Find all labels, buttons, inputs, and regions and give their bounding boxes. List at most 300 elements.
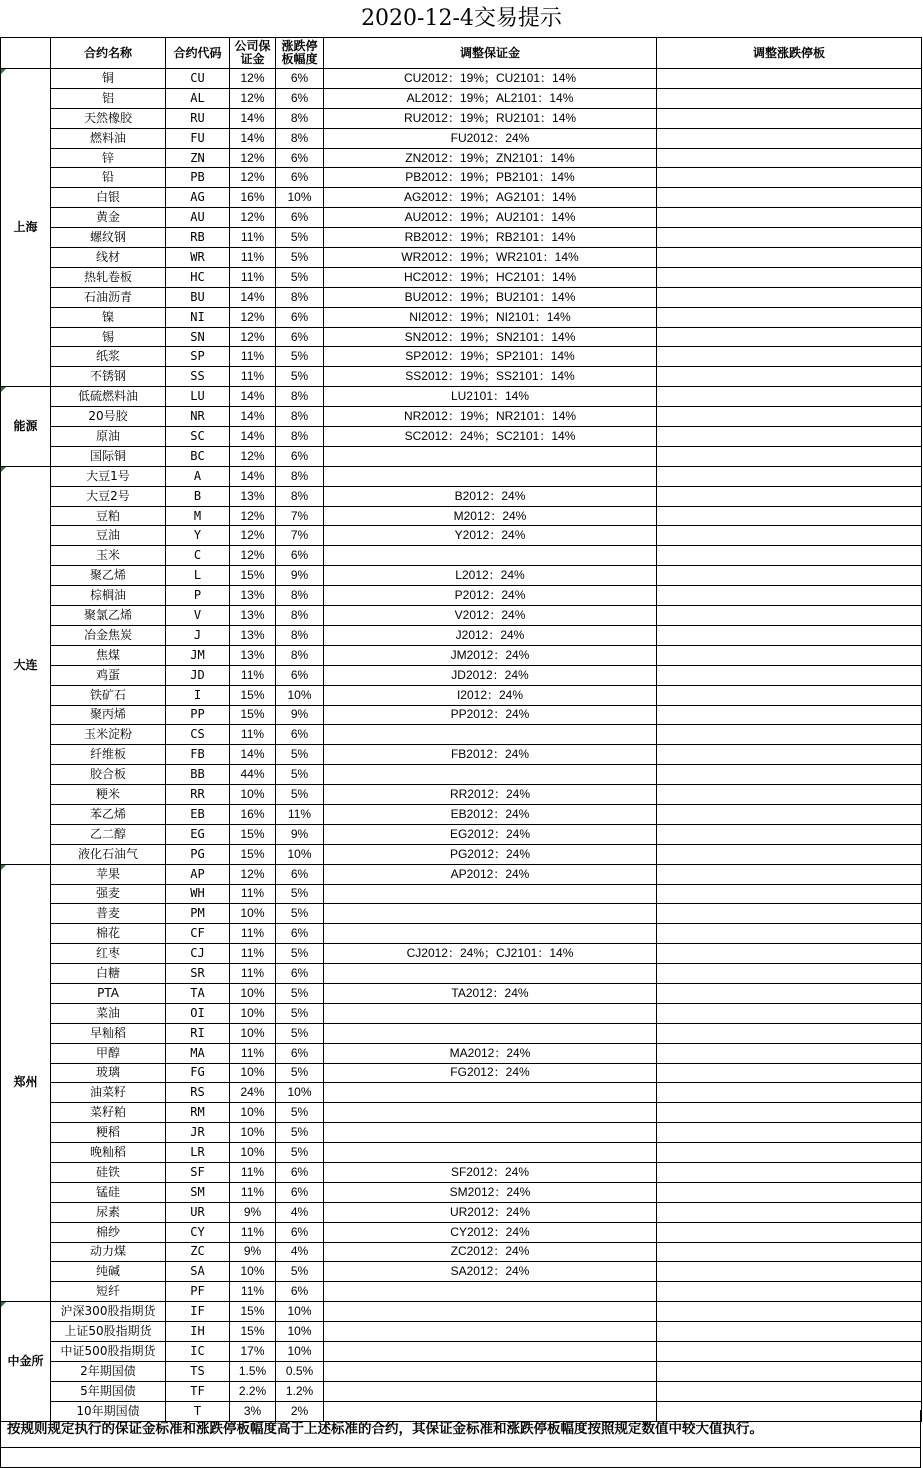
- table-row: [1, 1003, 922, 1023]
- table-row: [1, 1342, 922, 1362]
- adjusted-limit-cell: [657, 745, 922, 765]
- company-margin-cell: 13%: [230, 486, 276, 506]
- contract-code-cell: RM: [166, 1103, 230, 1123]
- adjusted-margin-cell: NI2012：19%；NI2101：14%: [324, 307, 657, 327]
- adjusted-limit-cell: [657, 765, 922, 785]
- adjusted-margin-cell: AL2012：19%；AL2101：14%: [324, 88, 657, 108]
- adjusted-limit-cell: [657, 1182, 922, 1202]
- table-row: [1, 1103, 922, 1123]
- table-row: [1, 1063, 922, 1083]
- company-margin-cell: 15%: [230, 1302, 276, 1322]
- company-margin-cell: 10%: [230, 1123, 276, 1143]
- adjusted-limit-cell: [657, 586, 922, 606]
- price-limit-cell: 6%: [276, 546, 324, 566]
- company-margin-cell: 11%: [230, 267, 276, 287]
- company-margin-cell: 14%: [230, 387, 276, 407]
- price-limit-cell: 10%: [276, 1302, 324, 1322]
- adjusted-margin-cell: SN2012：19%；SN2101：14%: [324, 327, 657, 347]
- header-company-margin: 公司保证金: [230, 38, 276, 69]
- adjusted-margin-cell: ZC2012：24%: [324, 1242, 657, 1262]
- price-limit-cell: 5%: [276, 884, 324, 904]
- price-limit-cell: 0.5%: [276, 1361, 324, 1381]
- table-row: [1, 924, 922, 944]
- adjusted-margin-cell: FU2012：24%: [324, 128, 657, 148]
- contract-name-cell: 纤维板: [51, 745, 166, 765]
- price-limit-cell: 5%: [276, 1063, 324, 1083]
- price-limit-cell: 6%: [276, 168, 324, 188]
- contract-code-cell: FG: [166, 1063, 230, 1083]
- adjusted-margin-cell: [324, 904, 657, 924]
- price-limit-cell: 8%: [276, 625, 324, 645]
- contract-name-cell: 焦煤: [51, 645, 166, 665]
- price-limit-cell: 6%: [276, 964, 324, 984]
- contract-code-cell: L: [166, 566, 230, 586]
- contract-code-cell: T: [166, 1401, 230, 1421]
- adjusted-limit-cell: [657, 267, 922, 287]
- contract-code-cell: TF: [166, 1381, 230, 1401]
- table-row: [1, 347, 922, 367]
- adjusted-limit-cell: [657, 1023, 922, 1043]
- adjusted-margin-cell: [324, 1361, 657, 1381]
- adjusted-limit-cell: [657, 824, 922, 844]
- contract-name-cell: 沪深300股指期货: [51, 1302, 166, 1322]
- contract-code-cell: SN: [166, 327, 230, 347]
- adjusted-limit-cell: [657, 188, 922, 208]
- page-title: 2020-12-4交易提示: [361, 6, 562, 31]
- adjusted-margin-cell: [324, 765, 657, 785]
- price-limit-cell: 6%: [276, 1282, 324, 1302]
- adjusted-limit-cell: [657, 208, 922, 228]
- company-margin-cell: 11%: [230, 964, 276, 984]
- price-limit-cell: 5%: [276, 228, 324, 248]
- contract-code-cell: AG: [166, 188, 230, 208]
- adjusted-limit-cell: [657, 427, 922, 447]
- contract-code-cell: RB: [166, 228, 230, 248]
- contract-name-cell: 棉花: [51, 924, 166, 944]
- price-limit-cell: 8%: [276, 586, 324, 606]
- contract-code-cell: MA: [166, 1043, 230, 1063]
- adjusted-margin-cell: LU2101：14%: [324, 387, 657, 407]
- price-limit-cell: 6%: [276, 1182, 324, 1202]
- contract-code-cell: SS: [166, 367, 230, 387]
- company-margin-cell: 12%: [230, 69, 276, 89]
- adjusted-margin-cell: [324, 1023, 657, 1043]
- header-contract-code: 合约代码: [166, 38, 230, 69]
- adjusted-limit-cell: [657, 1322, 922, 1342]
- adjusted-limit-cell: [657, 506, 922, 526]
- price-limit-cell: 6%: [276, 665, 324, 685]
- table-row: [1, 69, 922, 89]
- company-margin-cell: 15%: [230, 705, 276, 725]
- price-limit-cell: 10%: [276, 1342, 324, 1362]
- adjusted-margin-cell: [324, 1123, 657, 1143]
- contract-name-cell: 苯乙烯: [51, 804, 166, 824]
- price-limit-cell: 6%: [276, 864, 324, 884]
- adjusted-margin-cell: [324, 1302, 657, 1322]
- price-limit-cell: 8%: [276, 108, 324, 128]
- table-row: [1, 108, 922, 128]
- table-row: [1, 387, 922, 407]
- price-limit-cell: 10%: [276, 1083, 324, 1103]
- contract-name-cell: 豆粕: [51, 506, 166, 526]
- table-row: [1, 705, 922, 725]
- table-row: [1, 1381, 922, 1401]
- adjusted-margin-cell: AU2012：19%；AU2101：14%: [324, 208, 657, 228]
- contract-name-cell: 大豆2号: [51, 486, 166, 506]
- table-row: [1, 884, 922, 904]
- adjusted-margin-cell: [324, 1322, 657, 1342]
- table-row: [1, 168, 922, 188]
- contract-name-cell: 镍: [51, 307, 166, 327]
- contract-code-cell: LR: [166, 1143, 230, 1163]
- company-margin-cell: 16%: [230, 804, 276, 824]
- contract-code-cell: RS: [166, 1083, 230, 1103]
- adjusted-limit-cell: [657, 566, 922, 586]
- table-row: [1, 725, 922, 745]
- adjusted-limit-cell: [657, 1003, 922, 1023]
- company-margin-cell: 10%: [230, 1063, 276, 1083]
- table-row: [1, 824, 922, 844]
- price-limit-cell: 5%: [276, 1023, 324, 1043]
- table-row: [1, 625, 922, 645]
- price-limit-cell: 7%: [276, 526, 324, 546]
- adjusted-limit-cell: [657, 327, 922, 347]
- price-limit-cell: 4%: [276, 1202, 324, 1222]
- footnote: 按规则规定执行的保证金标准和涨跌停板幅度高于上述标准的合约，其保证金标准和涨跌停板幅度按照规定数值中较大值执行。: [0, 1410, 921, 1448]
- table-row: [1, 526, 922, 546]
- company-margin-cell: 11%: [230, 725, 276, 745]
- price-limit-cell: 11%: [276, 804, 324, 824]
- adjusted-limit-cell: [657, 88, 922, 108]
- contract-name-cell: 普麦: [51, 904, 166, 924]
- contract-name-cell: 铜: [51, 69, 166, 89]
- contract-code-cell: WH: [166, 884, 230, 904]
- header-row: [1, 38, 922, 69]
- adjusted-margin-cell: [324, 1083, 657, 1103]
- company-margin-cell: 9%: [230, 1202, 276, 1222]
- contract-code-cell: ZC: [166, 1242, 230, 1262]
- company-margin-cell: 14%: [230, 745, 276, 765]
- price-limit-cell: 5%: [276, 745, 324, 765]
- adjusted-limit-cell: [657, 387, 922, 407]
- company-margin-cell: 11%: [230, 367, 276, 387]
- price-limit-cell: 5%: [276, 1123, 324, 1143]
- contract-code-cell: UR: [166, 1202, 230, 1222]
- contract-code-cell: TS: [166, 1361, 230, 1381]
- contract-code-cell: PB: [166, 168, 230, 188]
- contract-name-cell: 粳稻: [51, 1123, 166, 1143]
- adjusted-limit-cell: [657, 228, 922, 248]
- contract-name-cell: 胶合板: [51, 765, 166, 785]
- adjusted-margin-cell: SF2012：24%: [324, 1162, 657, 1182]
- company-margin-cell: 13%: [230, 586, 276, 606]
- contract-name-cell: 10年期国债: [51, 1401, 166, 1421]
- price-limit-cell: 6%: [276, 327, 324, 347]
- adjusted-limit-cell: [657, 645, 922, 665]
- contract-code-cell: C: [166, 546, 230, 566]
- region-cell: 大连: [1, 466, 51, 864]
- contract-name-cell: 动力煤: [51, 1242, 166, 1262]
- contract-name-cell: 上证50股指期货: [51, 1322, 166, 1342]
- company-margin-cell: 11%: [230, 1222, 276, 1242]
- contract-code-cell: RU: [166, 108, 230, 128]
- price-limit-cell: 8%: [276, 128, 324, 148]
- adjusted-limit-cell: [657, 347, 922, 367]
- contract-name-cell: 中证500股指期货: [51, 1342, 166, 1362]
- price-limit-cell: 5%: [276, 347, 324, 367]
- contract-name-cell: 短纤: [51, 1282, 166, 1302]
- price-limit-cell: 2%: [276, 1401, 324, 1421]
- region-cell: 郑州: [1, 864, 51, 1302]
- contract-code-cell: JR: [166, 1123, 230, 1143]
- price-limit-cell: 6%: [276, 1043, 324, 1063]
- price-limit-cell: 5%: [276, 904, 324, 924]
- adjusted-margin-cell: Y2012：24%: [324, 526, 657, 546]
- table-row: [1, 1123, 922, 1143]
- table-row: [1, 1302, 922, 1322]
- contract-code-cell: JD: [166, 665, 230, 685]
- price-limit-cell: 6%: [276, 88, 324, 108]
- table-row: [1, 486, 922, 506]
- header-adjusted-margin: 调整保证金: [324, 38, 657, 69]
- contract-code-cell: FU: [166, 128, 230, 148]
- adjusted-limit-cell: [657, 804, 922, 824]
- contract-name-cell: 强麦: [51, 884, 166, 904]
- contract-code-cell: EG: [166, 824, 230, 844]
- contract-name-cell: 纯碱: [51, 1262, 166, 1282]
- adjusted-limit-cell: [657, 367, 922, 387]
- price-limit-cell: 6%: [276, 446, 324, 466]
- table-row: [1, 1143, 922, 1163]
- contract-name-cell: 不锈钢: [51, 367, 166, 387]
- adjusted-margin-cell: V2012：24%: [324, 606, 657, 626]
- adjusted-margin-cell: UR2012：24%: [324, 1202, 657, 1222]
- contract-name-cell: 棕榈油: [51, 586, 166, 606]
- table-row: [1, 88, 922, 108]
- adjusted-margin-cell: [324, 446, 657, 466]
- price-limit-cell: 8%: [276, 287, 324, 307]
- contract-name-cell: 纸浆: [51, 347, 166, 367]
- contract-code-cell: SC: [166, 427, 230, 447]
- table-row: [1, 864, 922, 884]
- adjusted-margin-cell: SC2012：24%；SC2101：14%: [324, 427, 657, 447]
- company-margin-cell: 12%: [230, 446, 276, 466]
- adjusted-limit-cell: [657, 844, 922, 864]
- adjusted-margin-cell: RU2012：19%；RU2101：14%: [324, 108, 657, 128]
- table-row: [1, 844, 922, 864]
- adjusted-margin-cell: [324, 1103, 657, 1123]
- table-row: [1, 1262, 922, 1282]
- adjusted-limit-cell: [657, 685, 922, 705]
- adjusted-margin-cell: [324, 1381, 657, 1401]
- contract-name-cell: 油菜籽: [51, 1083, 166, 1103]
- table-row: [1, 546, 922, 566]
- contract-code-cell: CJ: [166, 944, 230, 964]
- company-margin-cell: 12%: [230, 546, 276, 566]
- company-margin-cell: 12%: [230, 864, 276, 884]
- adjusted-margin-cell: [324, 1282, 657, 1302]
- adjusted-margin-cell: P2012：24%: [324, 586, 657, 606]
- adjusted-limit-cell: [657, 69, 922, 89]
- adjusted-limit-cell: [657, 1262, 922, 1282]
- contract-name-cell: 国际铜: [51, 446, 166, 466]
- company-margin-cell: 2.2%: [230, 1381, 276, 1401]
- adjusted-margin-cell: CJ2012：24%；CJ2101：14%: [324, 944, 657, 964]
- price-limit-cell: 8%: [276, 466, 324, 486]
- table-row: [1, 327, 922, 347]
- adjusted-margin-cell: BU2012：19%；BU2101：14%: [324, 287, 657, 307]
- contract-code-cell: AU: [166, 208, 230, 228]
- contract-name-cell: 石油沥青: [51, 287, 166, 307]
- adjusted-limit-cell: [657, 1103, 922, 1123]
- company-margin-cell: 14%: [230, 427, 276, 447]
- company-margin-cell: 12%: [230, 208, 276, 228]
- contract-name-cell: 晚籼稻: [51, 1143, 166, 1163]
- price-limit-cell: 6%: [276, 208, 324, 228]
- adjusted-margin-cell: L2012：24%: [324, 566, 657, 586]
- adjusted-limit-cell: [657, 1162, 922, 1182]
- adjusted-margin-cell: FB2012：24%: [324, 745, 657, 765]
- adjusted-limit-cell: [657, 665, 922, 685]
- company-margin-cell: 24%: [230, 1083, 276, 1103]
- price-limit-cell: 1.2%: [276, 1381, 324, 1401]
- contract-code-cell: SR: [166, 964, 230, 984]
- company-margin-cell: 12%: [230, 327, 276, 347]
- contract-name-cell: 粳米: [51, 785, 166, 805]
- company-margin-cell: 15%: [230, 685, 276, 705]
- contract-name-cell: 20号胶: [51, 407, 166, 427]
- price-limit-cell: 6%: [276, 1222, 324, 1242]
- company-margin-cell: 12%: [230, 88, 276, 108]
- company-margin-cell: 12%: [230, 148, 276, 168]
- adjusted-limit-cell: [657, 1222, 922, 1242]
- adjusted-limit-cell: [657, 1302, 922, 1322]
- adjusted-limit-cell: [657, 785, 922, 805]
- adjusted-margin-cell: J2012：24%: [324, 625, 657, 645]
- contract-name-cell: 早籼稻: [51, 1023, 166, 1043]
- adjusted-margin-cell: [324, 725, 657, 745]
- company-margin-cell: 13%: [230, 625, 276, 645]
- company-margin-cell: 15%: [230, 844, 276, 864]
- adjusted-margin-cell: [324, 546, 657, 566]
- contract-code-cell: OI: [166, 1003, 230, 1023]
- price-limit-cell: 7%: [276, 506, 324, 526]
- table-row: [1, 188, 922, 208]
- adjusted-limit-cell: [657, 407, 922, 427]
- contract-name-cell: 白糖: [51, 964, 166, 984]
- contract-name-cell: 液化石油气: [51, 844, 166, 864]
- price-limit-cell: 8%: [276, 606, 324, 626]
- table-row: [1, 904, 922, 924]
- price-limit-cell: 8%: [276, 645, 324, 665]
- company-margin-cell: 10%: [230, 1262, 276, 1282]
- contract-code-cell: SF: [166, 1162, 230, 1182]
- contract-name-cell: PTA: [51, 983, 166, 1003]
- adjusted-limit-cell: [657, 606, 922, 626]
- adjusted-margin-cell: [324, 884, 657, 904]
- company-margin-cell: 3%: [230, 1401, 276, 1421]
- price-limit-cell: 9%: [276, 566, 324, 586]
- table-row: [1, 506, 922, 526]
- table-row: [1, 1162, 922, 1182]
- price-limit-cell: 10%: [276, 1322, 324, 1342]
- contract-name-cell: 5年期国债: [51, 1381, 166, 1401]
- contract-code-cell: PM: [166, 904, 230, 924]
- company-margin-cell: 13%: [230, 606, 276, 626]
- adjusted-margin-cell: PB2012：19%；PB2101：14%: [324, 168, 657, 188]
- adjusted-margin-cell: CU2012：19%；CU2101：14%: [324, 69, 657, 89]
- company-margin-cell: 9%: [230, 1242, 276, 1262]
- company-margin-cell: 17%: [230, 1342, 276, 1362]
- adjusted-limit-cell: [657, 446, 922, 466]
- contract-name-cell: 锌: [51, 148, 166, 168]
- adjusted-margin-cell: [324, 964, 657, 984]
- company-margin-cell: 11%: [230, 248, 276, 268]
- adjusted-margin-cell: NR2012：19%；NR2101：14%: [324, 407, 657, 427]
- contract-code-cell: NI: [166, 307, 230, 327]
- table-row: [1, 665, 922, 685]
- adjusted-limit-cell: [657, 884, 922, 904]
- contract-code-cell: SM: [166, 1182, 230, 1202]
- table-row: [1, 1202, 922, 1222]
- contract-code-cell: CS: [166, 725, 230, 745]
- company-margin-cell: 1.5%: [230, 1361, 276, 1381]
- table-row: [1, 307, 922, 327]
- price-limit-cell: 5%: [276, 765, 324, 785]
- adjusted-margin-cell: B2012：24%: [324, 486, 657, 506]
- table-row: [1, 208, 922, 228]
- adjusted-limit-cell: [657, 466, 922, 486]
- company-margin-cell: 11%: [230, 228, 276, 248]
- table-row: [1, 566, 922, 586]
- company-margin-cell: 14%: [230, 287, 276, 307]
- price-limit-cell: 5%: [276, 1003, 324, 1023]
- region-cell: 中金所: [1, 1302, 51, 1421]
- price-limit-cell: 6%: [276, 924, 324, 944]
- contract-name-cell: 棉纱: [51, 1222, 166, 1242]
- company-margin-cell: 10%: [230, 1023, 276, 1043]
- contract-code-cell: SA: [166, 1262, 230, 1282]
- region-cell: 上海: [1, 69, 51, 387]
- table-row: [1, 804, 922, 824]
- adjusted-margin-cell: AG2012：19%；AG2101：14%: [324, 188, 657, 208]
- adjusted-limit-cell: [657, 526, 922, 546]
- company-margin-cell: 12%: [230, 506, 276, 526]
- contract-code-cell: WR: [166, 248, 230, 268]
- company-margin-cell: 10%: [230, 1003, 276, 1023]
- adjusted-limit-cell: [657, 983, 922, 1003]
- adjusted-margin-cell: [324, 1342, 657, 1362]
- table-row: [1, 964, 922, 984]
- contract-code-cell: PF: [166, 1282, 230, 1302]
- adjusted-margin-cell: HC2012：19%；HC2101：14%: [324, 267, 657, 287]
- adjusted-margin-cell: MA2012：24%: [324, 1043, 657, 1063]
- adjusted-limit-cell: [657, 1242, 922, 1262]
- contract-name-cell: 聚氯乙烯: [51, 606, 166, 626]
- price-limit-cell: 5%: [276, 983, 324, 1003]
- empty-bottom-row: [0, 1448, 921, 1468]
- company-margin-cell: 13%: [230, 645, 276, 665]
- adjusted-limit-cell: [657, 1361, 922, 1381]
- header-price-limit: 涨跌停板幅度: [276, 38, 324, 69]
- contract-code-cell: RI: [166, 1023, 230, 1043]
- price-limit-cell: 4%: [276, 1242, 324, 1262]
- contract-name-cell: 苹果: [51, 864, 166, 884]
- contract-name-cell: 玉米淀粉: [51, 725, 166, 745]
- contract-code-cell: BB: [166, 765, 230, 785]
- contract-name-cell: 鸡蛋: [51, 665, 166, 685]
- contract-code-cell: PP: [166, 705, 230, 725]
